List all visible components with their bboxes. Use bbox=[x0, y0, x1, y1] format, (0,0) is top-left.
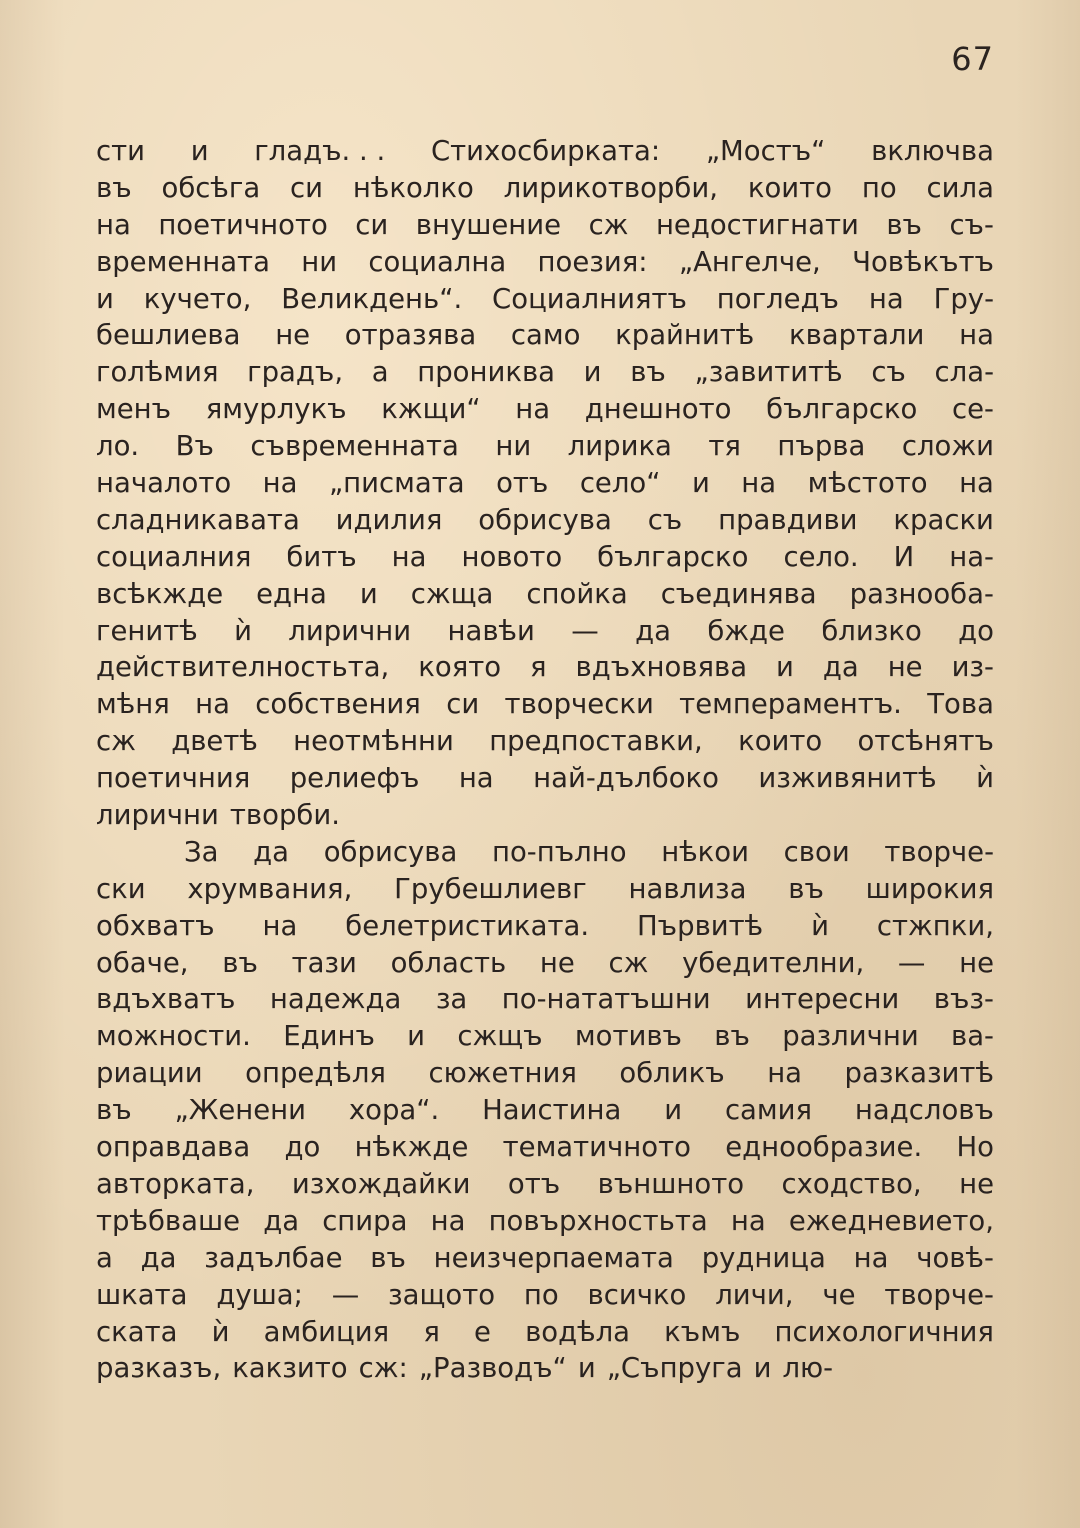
word: градъ, bbox=[247, 356, 344, 389]
word: „Ангелче, bbox=[678, 245, 821, 278]
word: спира bbox=[322, 1204, 408, 1237]
word: поетичното bbox=[158, 208, 328, 241]
word: Единъ bbox=[283, 1020, 375, 1053]
word: на bbox=[391, 540, 427, 573]
word: обаче, bbox=[96, 946, 189, 979]
word: и bbox=[190, 135, 209, 167]
word: „Мостъ“ bbox=[705, 135, 826, 167]
text-line bbox=[96, 428, 994, 465]
word: ѝ bbox=[976, 762, 994, 795]
word: въ bbox=[788, 872, 824, 905]
word: авторката, bbox=[96, 1167, 255, 1200]
word: не bbox=[539, 946, 575, 979]
word: еднообразие. bbox=[725, 1131, 923, 1164]
word: надсловъ bbox=[854, 1094, 994, 1127]
word: личи, bbox=[715, 1278, 794, 1311]
text-line bbox=[96, 1240, 994, 1277]
word: тематичното bbox=[502, 1131, 691, 1164]
word: на bbox=[262, 909, 298, 942]
word: по-нататъшни bbox=[501, 983, 711, 1016]
word: Социалниятъ bbox=[492, 282, 687, 315]
word: навлиза bbox=[628, 872, 747, 905]
word: шката bbox=[96, 1278, 188, 1311]
word: да bbox=[140, 1241, 177, 1274]
word: социалния bbox=[96, 540, 252, 573]
word: на- bbox=[949, 540, 994, 573]
word: — bbox=[897, 946, 926, 979]
word: творче- bbox=[884, 1278, 994, 1311]
word: сж: bbox=[358, 1352, 408, 1385]
word: не bbox=[275, 319, 311, 352]
word: е bbox=[474, 1315, 491, 1348]
word: въ bbox=[714, 1020, 750, 1053]
word: Това bbox=[927, 688, 994, 721]
word: сж bbox=[588, 208, 629, 241]
word: риации bbox=[96, 1057, 203, 1090]
word: ва- bbox=[951, 1020, 994, 1053]
word: сладникавата bbox=[96, 503, 300, 536]
text-line bbox=[96, 576, 994, 613]
word: сжщъ bbox=[457, 1020, 543, 1053]
word: по bbox=[861, 171, 897, 204]
word: тя bbox=[708, 430, 741, 463]
text-line bbox=[96, 244, 994, 281]
word: психологичния bbox=[774, 1315, 994, 1348]
word: по bbox=[523, 1278, 559, 1311]
word: поетичния bbox=[96, 762, 251, 795]
word: широкия bbox=[865, 872, 994, 905]
word: включва bbox=[871, 135, 994, 167]
word: Но bbox=[956, 1131, 994, 1164]
word: „писмата bbox=[328, 467, 465, 500]
word: отъ bbox=[496, 467, 549, 500]
word: лирични bbox=[96, 799, 219, 832]
word: сложи bbox=[901, 430, 994, 463]
word: обрисува bbox=[323, 835, 458, 868]
word: една bbox=[256, 577, 327, 610]
word: надежда bbox=[269, 983, 402, 1016]
word: на bbox=[96, 208, 131, 241]
word: началото bbox=[96, 467, 232, 500]
word: най-дълбоко bbox=[533, 762, 719, 795]
word: разнооба- bbox=[849, 577, 994, 610]
word: нѣкжде bbox=[354, 1131, 469, 1164]
word: се- bbox=[952, 393, 994, 426]
word: погледъ bbox=[716, 282, 839, 315]
word: изживянитѣ bbox=[758, 762, 937, 795]
word: по-пълно bbox=[492, 835, 627, 868]
word: съединява bbox=[660, 577, 817, 610]
word: въ bbox=[630, 356, 666, 389]
word: я bbox=[423, 1315, 440, 1348]
word: „завититѣ bbox=[694, 356, 843, 389]
word: темпераментъ. bbox=[679, 688, 902, 721]
word: лирични bbox=[288, 614, 412, 647]
word: повърхностьта bbox=[488, 1204, 708, 1237]
word: собствения bbox=[255, 688, 421, 721]
word: сти bbox=[96, 135, 146, 167]
text-line bbox=[96, 981, 994, 1018]
word: ежедневието, bbox=[788, 1204, 994, 1237]
word: недостигнати bbox=[655, 208, 859, 241]
word: на bbox=[730, 1204, 766, 1237]
text-line bbox=[96, 723, 994, 760]
word: въ bbox=[370, 1241, 406, 1274]
word: сж bbox=[608, 946, 649, 979]
word: си bbox=[290, 171, 324, 204]
word: сюжетния bbox=[428, 1057, 577, 1090]
word: въ bbox=[96, 1094, 132, 1127]
word: сила bbox=[926, 171, 994, 204]
word: въ bbox=[96, 171, 132, 204]
word: ни bbox=[301, 245, 338, 278]
word: на bbox=[515, 393, 551, 426]
word: българско bbox=[766, 393, 918, 426]
word: какзито bbox=[232, 1352, 348, 1385]
word: на bbox=[458, 762, 494, 795]
word: съ bbox=[647, 503, 683, 536]
word: и bbox=[691, 467, 710, 500]
word: оправдава bbox=[96, 1131, 251, 1164]
word: неизчерпаемата bbox=[433, 1241, 674, 1274]
word: самия bbox=[724, 1094, 813, 1127]
word: вдъхватъ bbox=[96, 983, 236, 1016]
word: човѣ- bbox=[916, 1241, 994, 1274]
word: бжде bbox=[707, 614, 785, 647]
text-line bbox=[96, 1277, 994, 1314]
word: крайнитѣ bbox=[615, 319, 755, 352]
text-line bbox=[96, 908, 994, 945]
word: „Съпруга bbox=[606, 1352, 743, 1385]
word: само bbox=[510, 319, 581, 352]
text-line bbox=[96, 1314, 994, 1351]
word: „Женени bbox=[174, 1094, 307, 1127]
word: отъ bbox=[507, 1167, 561, 1200]
word: вдъхновява bbox=[575, 651, 748, 684]
text-line bbox=[96, 465, 994, 502]
word: Човѣкътъ bbox=[852, 245, 994, 278]
word: убедителни, bbox=[682, 946, 865, 979]
word: амбиция bbox=[263, 1315, 390, 1348]
word: новото bbox=[461, 540, 563, 573]
word: предпоставки, bbox=[489, 725, 703, 758]
word: и bbox=[753, 1352, 772, 1385]
text-line bbox=[96, 207, 994, 244]
text-line bbox=[96, 354, 994, 391]
text-line bbox=[96, 1350, 994, 1387]
word: — bbox=[571, 614, 599, 647]
word: социална bbox=[368, 245, 507, 278]
word: ло. bbox=[96, 430, 140, 463]
word: и bbox=[577, 1352, 596, 1385]
word: нѣколко bbox=[352, 171, 474, 204]
word: да bbox=[253, 835, 290, 868]
word: и bbox=[664, 1094, 683, 1127]
word: на bbox=[767, 1057, 803, 1090]
word: село. bbox=[783, 540, 859, 573]
word: на bbox=[430, 1204, 466, 1237]
word: лирика bbox=[567, 430, 672, 463]
text-line bbox=[96, 760, 994, 797]
word: задълбае bbox=[204, 1241, 343, 1274]
text-line bbox=[96, 170, 994, 207]
word: кучето, bbox=[143, 282, 252, 315]
word: различни bbox=[782, 1020, 919, 1053]
word: си bbox=[355, 208, 389, 241]
word: белетристиката. bbox=[345, 909, 590, 942]
word: опредѣля bbox=[245, 1057, 386, 1090]
word: водѣла bbox=[525, 1315, 631, 1348]
text-line bbox=[96, 502, 994, 539]
word: лирикотворби, bbox=[503, 171, 718, 204]
word: а bbox=[96, 1241, 113, 1274]
word: на bbox=[741, 467, 777, 500]
word: защото bbox=[388, 1278, 496, 1311]
text-line bbox=[96, 834, 994, 871]
word: не bbox=[959, 946, 994, 979]
word: кжщи“ bbox=[381, 393, 481, 426]
word: рудница bbox=[701, 1241, 826, 1274]
word: менъ bbox=[96, 393, 172, 426]
text-line bbox=[96, 1203, 994, 1240]
text-line bbox=[96, 686, 994, 723]
word: и bbox=[359, 577, 378, 610]
word: а bbox=[371, 356, 389, 389]
word: и bbox=[96, 282, 114, 315]
word: до bbox=[958, 614, 994, 647]
word: правдиви bbox=[718, 503, 858, 536]
word: трѣбваше bbox=[96, 1204, 241, 1237]
word: обсѣга bbox=[161, 171, 261, 204]
word: Първитѣ bbox=[637, 909, 764, 942]
text-line bbox=[96, 1166, 994, 1203]
word: на bbox=[959, 319, 994, 352]
word: на bbox=[868, 282, 904, 315]
word: съ bbox=[871, 356, 906, 389]
word: въ bbox=[886, 208, 922, 241]
word: отразява bbox=[344, 319, 477, 352]
text-line bbox=[96, 1129, 994, 1166]
word: и bbox=[776, 651, 794, 684]
word: Наистина bbox=[482, 1094, 622, 1127]
text-line bbox=[96, 797, 994, 834]
word: ски bbox=[96, 872, 146, 905]
body-text bbox=[96, 133, 994, 1387]
word: ѝ bbox=[211, 1315, 230, 1348]
word: обхватъ bbox=[96, 909, 215, 942]
word: обликъ bbox=[619, 1057, 725, 1090]
page-number: 67 bbox=[951, 40, 994, 78]
word: релиефъ bbox=[289, 762, 420, 795]
word: поезия: bbox=[537, 245, 648, 278]
word: мотивъ bbox=[574, 1020, 682, 1053]
word: генитѣ bbox=[96, 614, 198, 647]
text-line bbox=[96, 1055, 994, 1092]
word: близко bbox=[821, 614, 922, 647]
word: днешното bbox=[584, 393, 732, 426]
word: хора“. bbox=[348, 1094, 440, 1127]
text-line bbox=[96, 871, 994, 908]
word: нѣкои bbox=[661, 835, 749, 868]
word: тази bbox=[291, 946, 357, 979]
word: не bbox=[959, 1167, 994, 1200]
word: Великдень“. bbox=[281, 282, 463, 315]
word: стжпки, bbox=[876, 909, 994, 942]
word: до bbox=[284, 1131, 321, 1164]
word: да bbox=[263, 1204, 300, 1237]
text-line bbox=[96, 945, 994, 982]
word: всѣкжде bbox=[96, 577, 224, 610]
word: и bbox=[407, 1020, 426, 1053]
word: на bbox=[853, 1241, 889, 1274]
word: сла- bbox=[934, 356, 994, 389]
word: и bbox=[583, 356, 602, 389]
word: на bbox=[195, 688, 230, 721]
word: ѝ bbox=[234, 614, 252, 647]
word: я bbox=[530, 651, 547, 684]
word: внушение bbox=[415, 208, 562, 241]
word: да bbox=[822, 651, 859, 684]
word: творчески bbox=[504, 688, 654, 721]
word: бешлиева bbox=[96, 319, 241, 352]
word: съвременната bbox=[250, 430, 459, 463]
word: можности. bbox=[96, 1020, 251, 1053]
text-line bbox=[96, 539, 994, 576]
word: ни bbox=[495, 430, 532, 463]
text-line bbox=[96, 317, 994, 354]
word: прониква bbox=[417, 356, 556, 389]
word: — bbox=[331, 1278, 360, 1311]
text-line bbox=[96, 649, 994, 686]
word: Въ bbox=[175, 430, 214, 463]
word: въ bbox=[222, 946, 258, 979]
word: Грубешлиевг bbox=[394, 872, 587, 905]
text-line bbox=[96, 133, 994, 170]
word: временната bbox=[96, 245, 270, 278]
word: мѣня bbox=[96, 688, 170, 721]
word: действителностьта, bbox=[96, 651, 390, 684]
word: гладъ. . . bbox=[254, 135, 386, 167]
word: които bbox=[747, 171, 832, 204]
word: творче- bbox=[884, 835, 994, 868]
word: обрисува bbox=[478, 503, 612, 536]
word: сходство, bbox=[781, 1167, 922, 1200]
word: българско bbox=[597, 540, 749, 573]
word: голѣмия bbox=[96, 356, 219, 389]
word: из- bbox=[951, 651, 994, 684]
word: изхождайки bbox=[291, 1167, 471, 1200]
word: за bbox=[435, 983, 468, 1016]
word: въз- bbox=[933, 983, 994, 1016]
word: които bbox=[738, 725, 823, 758]
word: ѝ bbox=[811, 909, 829, 942]
word: спойка bbox=[526, 577, 628, 610]
word: неотмѣнни bbox=[293, 725, 454, 758]
word: на bbox=[959, 467, 994, 500]
word: отсѣнятъ bbox=[857, 725, 994, 758]
word: „Разводъ“ bbox=[418, 1352, 567, 1385]
word: че bbox=[822, 1278, 856, 1311]
text-line bbox=[96, 1092, 994, 1129]
word: область bbox=[390, 946, 507, 979]
word: творби. bbox=[229, 799, 340, 832]
text-line bbox=[96, 281, 994, 318]
word: разказъ, bbox=[96, 1352, 222, 1385]
word: битъ bbox=[286, 540, 357, 573]
word: хрумвания, bbox=[187, 872, 353, 905]
text-line bbox=[96, 1018, 994, 1055]
word: И bbox=[893, 540, 915, 573]
word: сж bbox=[96, 725, 136, 758]
word: село“ bbox=[579, 467, 661, 500]
word: квартали bbox=[788, 319, 925, 352]
word: външното bbox=[597, 1167, 745, 1200]
word: ската bbox=[96, 1315, 178, 1348]
word: си bbox=[446, 688, 480, 721]
word: лю- bbox=[782, 1352, 834, 1385]
word: да bbox=[635, 614, 671, 647]
word: къмъ bbox=[664, 1315, 741, 1348]
word: не bbox=[887, 651, 923, 684]
word: навѣи bbox=[447, 614, 535, 647]
word: дветѣ bbox=[171, 725, 258, 758]
word: мѣстото bbox=[807, 467, 928, 500]
word: сжща bbox=[410, 577, 494, 610]
word: разказитѣ bbox=[844, 1057, 994, 1090]
word: ямурлукъ bbox=[205, 393, 347, 426]
word: интересни bbox=[745, 983, 900, 1016]
word: краски bbox=[893, 503, 994, 536]
word: свои bbox=[783, 835, 850, 868]
word: идилия bbox=[335, 503, 443, 536]
word: която bbox=[418, 651, 502, 684]
word: За bbox=[184, 835, 219, 868]
word: съ- bbox=[949, 208, 994, 241]
word: първа bbox=[777, 430, 866, 463]
word: на bbox=[262, 467, 298, 500]
word: душа; bbox=[216, 1278, 303, 1311]
text-line bbox=[96, 613, 994, 650]
word: всичко bbox=[587, 1278, 687, 1311]
word: Гру- bbox=[933, 282, 994, 315]
word: Стихосбирката: bbox=[430, 135, 661, 167]
text-line bbox=[96, 391, 994, 428]
